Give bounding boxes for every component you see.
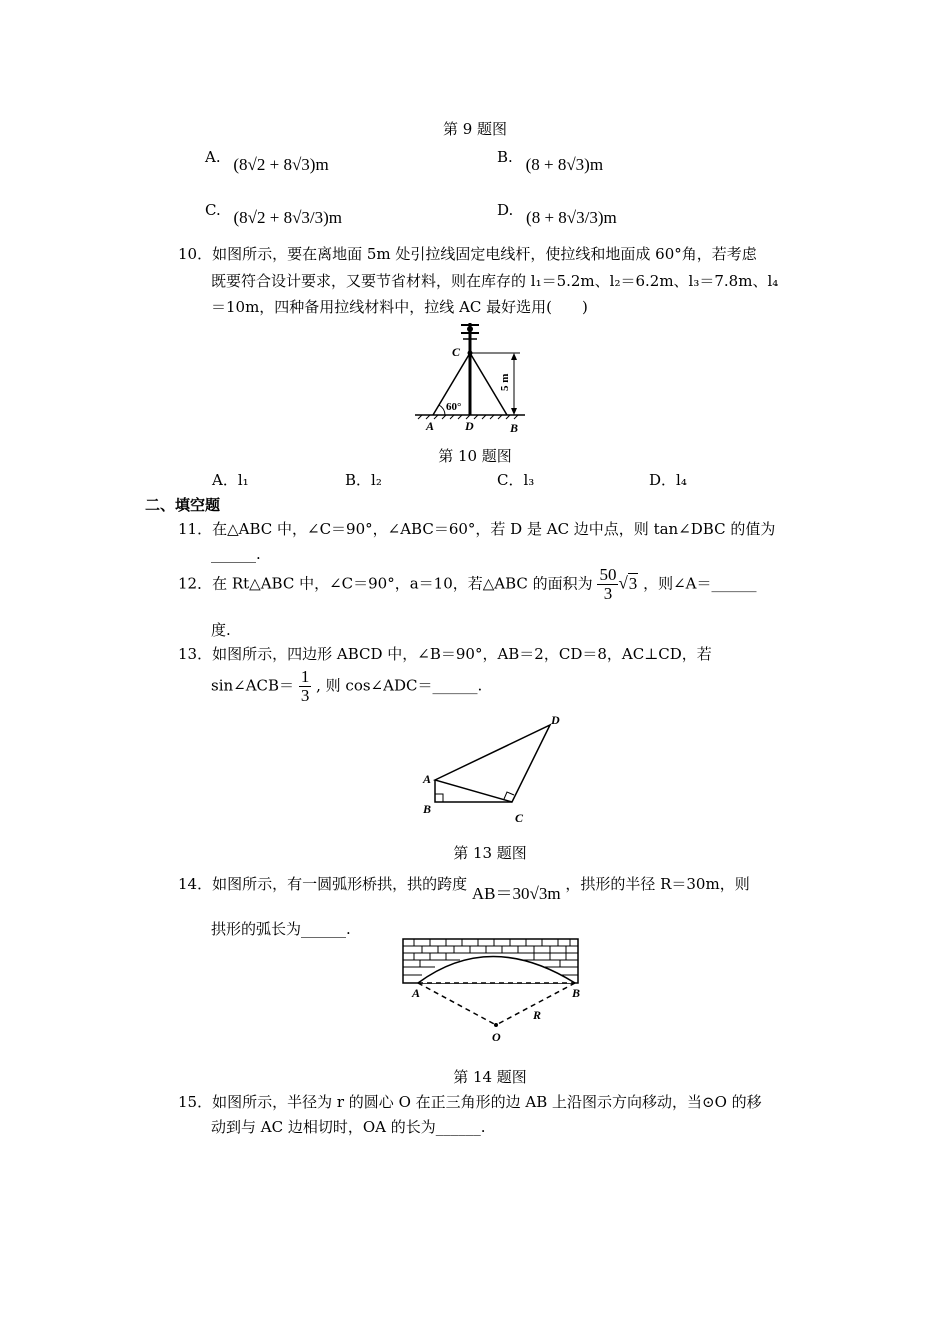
q12-line1 (178, 566, 756, 603)
q12-fraction-num: 50 (599, 565, 617, 584)
q10-label-d: D (465, 419, 474, 433)
q13-fraction (299, 668, 312, 705)
q10-option-d: D．l₄ (649, 471, 687, 489)
q10-line1: 10．如图所示，要在离地面 5m 处引拉线固定电线杆，使拉线和地面成 60°角，若考虑 (178, 245, 757, 263)
q14-expr: AB＝30√3m (471, 884, 561, 903)
q13-label-d: D (551, 713, 560, 727)
q9-option-d-letter: D. (497, 201, 514, 219)
q13-caption: 第 13 题图 (453, 844, 527, 862)
q9-option-a-letter: A. (205, 148, 221, 166)
q15-line1: 15．如图所示，半径为 r 的圆心 O 在正三角形的边 AB 上沿图示方向移动，当⊙O 的移 (178, 1093, 762, 1111)
q10-option-c: C．l₃ (497, 471, 535, 489)
q14-caption: 第 14 题图 (453, 1068, 527, 1086)
q14-line1-pre: 14．如图所示，有一圆弧形桥拱，拱的跨度 (178, 875, 468, 893)
q9-option-d (497, 200, 617, 227)
q13-line2-pre: sin∠ACB＝ (211, 676, 295, 695)
q10-angle-label: 60° (446, 401, 462, 413)
q11-line1: 11．在△ABC 中，∠C＝90°，∠ABC＝60°，若 D 是 AC 边中点，则 tan∠DBC 的值为 (178, 520, 776, 538)
q14-label-o: O (492, 1030, 501, 1044)
q9-option-c-expr: (8√2 + 8√3/3)m (233, 208, 343, 227)
q12-fraction-den: 3 (603, 584, 613, 603)
q10-line3: ＝10m，四种备用拉线材料中，拉线 AC 最好选用( ) (211, 298, 588, 316)
q14-label-a: A (412, 986, 421, 1000)
q10-height-label: 5 m (499, 373, 511, 391)
q10-figure (410, 315, 545, 435)
q13-label-b: B (423, 802, 432, 816)
q12-sqrt3: √3 (618, 573, 638, 593)
q10-label-a: A (426, 419, 435, 433)
q10-caption: 第 10 题图 (438, 447, 512, 465)
q13-line1: 13．如图所示，四边形 ABCD 中，∠B＝90°，AB＝2，CD＝8，AC⊥CD，若 (178, 645, 712, 663)
q10-line2: 既要符合设计要求，又要节省材料，则在库存的 l₁＝5.2m、l₂＝6.2m、l₃＝7.8m、l₄ (211, 272, 779, 290)
q14-line1 (178, 869, 750, 903)
q11-line2: ______. (211, 545, 261, 563)
q14-line2: 拱形的弧长为______. (211, 920, 351, 938)
q14-label-r: R (533, 1008, 542, 1022)
q14-label-b: B (572, 986, 581, 1000)
q13-fraction-num: 1 (300, 667, 310, 686)
q12-line2: 度. (211, 621, 231, 639)
q13-line2 (211, 668, 482, 705)
q13-figure (415, 710, 575, 830)
q15-line2: 动到与 AC 边相切时，OA 的长为______. (211, 1118, 486, 1136)
q10-option-b: B．l₂ (345, 471, 382, 489)
q10-label-c: C (452, 345, 461, 359)
q13-fraction-den: 3 (300, 686, 310, 705)
q12-fraction (597, 566, 618, 603)
q13-line2-post: , 则 cos∠ADC＝______. (316, 676, 483, 695)
q9-caption: 第 9 题图 (442, 120, 508, 138)
q9-option-b-letter: B. (497, 148, 513, 166)
q9-option-b (497, 147, 604, 174)
q9-option-c-letter: C. (205, 201, 221, 219)
q12-line1-post: ，则∠A＝______ (643, 574, 757, 593)
q9-option-a (205, 147, 329, 174)
q9-option-d-expr: (8 + 8√3/3)m (526, 208, 617, 227)
q13-label-c: C (515, 811, 524, 825)
q10-label-b: B (510, 421, 519, 435)
q10-option-a: A．l₁ (212, 471, 249, 489)
q14-line1-post: ，拱形的半径 R＝30m，则 (565, 875, 750, 893)
q13-label-a: A (423, 772, 432, 786)
q12-line1-pre: 12．在 Rt△ABC 中，∠C＝90°，a＝10，若△ABC 的面积为 (178, 574, 593, 593)
q9-option-b-expr: (8 + 8√3)m (525, 155, 604, 174)
q14-figure (400, 935, 585, 1045)
q9-option-c (205, 200, 343, 227)
q9-option-a-expr: (8√2 + 8√3)m (233, 155, 329, 174)
section-fill-blank-title: 二、填空题 (145, 496, 221, 514)
